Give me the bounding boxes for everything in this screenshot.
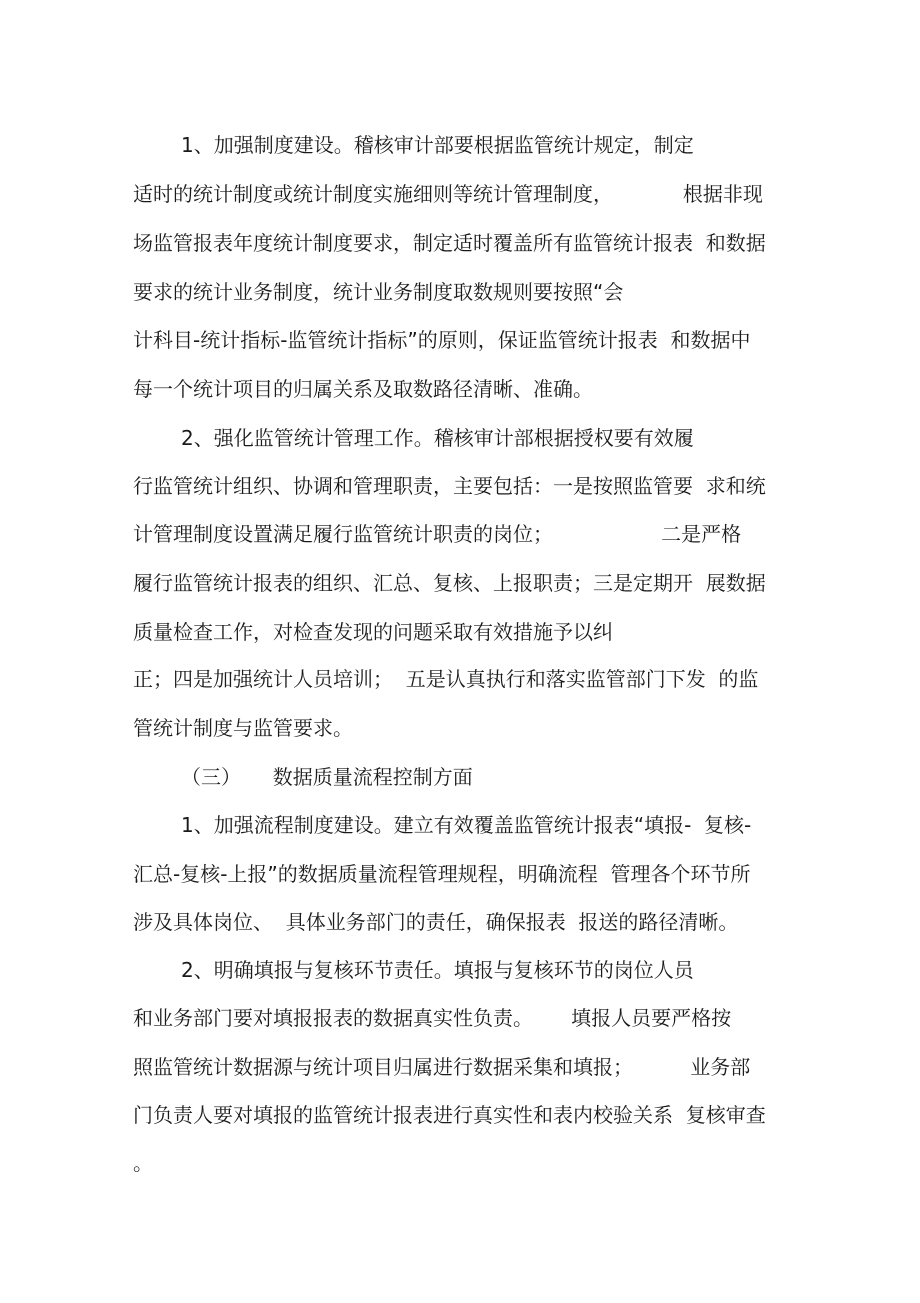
paragraph-1-line-2: 适时的统计制度或统计制度实施细则等统计管理制度， 根据非现 xyxy=(133,182,763,206)
paragraph-2-line-4: 履行监管统计报表的组织、汇总、复核、上报职责；三是定期开 展数据 xyxy=(133,571,766,595)
paragraph-1-line-5: 计科目-统计指标-监管统计指标”的原则，保证监管统计报表 和数据中 xyxy=(133,328,751,352)
paragraph-4-line-3: 照监管统计数据源与统计项目归属进行数据采集和填报； 业务部 xyxy=(133,1055,751,1079)
paragraph-4-line-2: 和业务部门要对填报报表的数据真实性负责。 填报人员要严格按 xyxy=(133,1006,732,1030)
paragraph-3-line-1: 1、加强流程制度建设。建立有效覆盖监管统计报表“填报- 复核- xyxy=(181,813,752,837)
paragraph-1-line-6: 每一个统计项目的归属关系及取数路径清晰、准确。 xyxy=(133,377,593,401)
paragraph-4-line-5: 。 xyxy=(133,1151,153,1175)
paragraph-2-line-1: 2、强化监管统计管理工作。稽核审计部根据授权要有效履 xyxy=(181,426,694,450)
paragraph-2-line-3: 计管理制度设置满足履行监管统计职责的岗位； 二是严格 xyxy=(133,522,742,546)
paragraph-1-line-4: 要求的统计业务制度，统计业务制度取数规则要按照“会 xyxy=(133,280,624,304)
paragraph-4-line-4: 门负责人要对填报的监管统计报表进行真实性和表内校验关系 复核审查 xyxy=(133,1103,766,1127)
paragraph-4-line-1: 2、明确填报与复核环节责任。填报与复核环节的岗位人员 xyxy=(181,958,694,982)
paragraph-1-line-1: 1、加强制度建设。稽核审计部要根据监管统计规定，制定 xyxy=(181,133,694,157)
section-heading: （三） 数据质量流程控制方面 xyxy=(181,765,473,789)
paragraph-2-line-5: 质量检查工作，对检查发现的问题采取有效措施予以纠 xyxy=(133,620,613,644)
paragraph-2-line-7: 管统计制度与监管要求。 xyxy=(133,716,353,740)
paragraph-2-line-2: 行监管统计组织、协调和管理职责，主要包括：一是按照监管要 求和统 xyxy=(133,474,766,498)
paragraph-3-line-3: 涉及具体岗位、 具体业务部门的责任，确保报表 报送的路径清晰。 xyxy=(133,910,739,934)
paragraph-2-line-6: 正；四是加强统计人员培训； 五是认真执行和落实监管部门下发 的监 xyxy=(133,667,759,691)
paragraph-3-line-2: 汇总-复核-上报”的数据质量流程管理规程，明确流程 管理各个环节所 xyxy=(133,862,751,886)
paragraph-1-line-3: 场监管报表年度统计制度要求，制定适时覆盖所有监管统计报表 和数据 xyxy=(133,231,766,255)
